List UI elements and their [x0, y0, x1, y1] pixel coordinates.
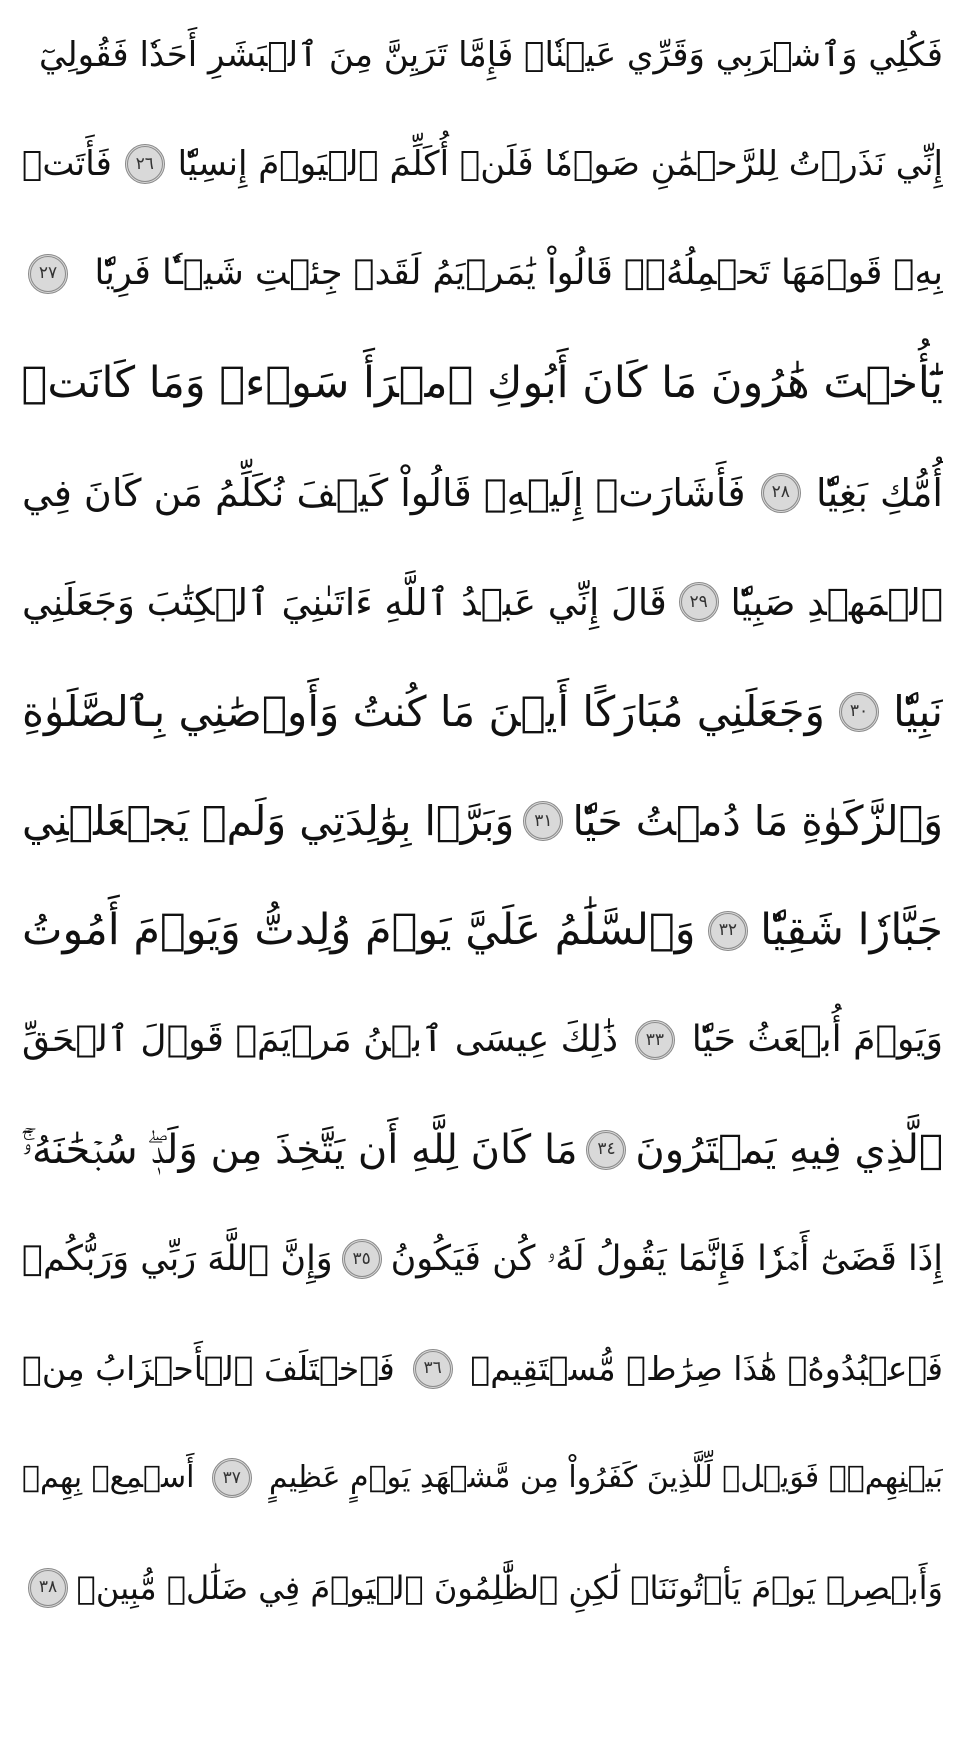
text-line-13: [22, 1314, 943, 1424]
ayah-number-marker: [586, 1130, 626, 1170]
verse-text: ذَٰلِكَ عِيسَى ٱبۡنُ مَرۡيَمَۖ قَوۡلَ ٱلۡحَقِّ: [22, 1019, 618, 1061]
ayah-number-marker: [708, 911, 748, 951]
ayah-number-marker: [28, 254, 68, 294]
ayah-number: ٣٧: [222, 1467, 241, 1488]
ayah-number: ٣٤: [597, 1139, 616, 1160]
verse-text: إِنِّي نَذَرۡتُ لِلرَّحۡمَٰنِ صَوۡمٗا فَلَنۡ أُكَلِّمَ ٱلۡيَوۡمَ إِنسِيّٗا: [177, 144, 943, 185]
text-line-3: [22, 219, 943, 329]
verse-text: إِذَا قَضَىٰٓ أَمۡرٗا فَإِنَّمَا يَقُولُ لَهُۥ كُن فَيَكُونُ: [390, 1238, 943, 1279]
verse-text: وَإِنَّ ٱللَّهَ رَبِّي وَرَبُّكُمۡ: [22, 1238, 333, 1279]
text-line-15: [22, 1533, 943, 1643]
verse-text: وَٱلسَّلَٰمُ عَلَيَّ يَوۡمَ وُلِدتُّ وَيَوۡمَ أَمُوتُ: [22, 905, 696, 956]
ayah-number: ٣٢: [718, 920, 737, 941]
verse-text: فَٱعۡبُدُوهُۚ هَٰذَا صِرَٰطٞ مُّسۡتَقِيمٞ: [470, 1349, 943, 1389]
ayah-number: ٣٦: [423, 1358, 442, 1379]
ayah-number-marker: [28, 1568, 68, 1608]
text-line-2: [22, 110, 943, 220]
verse-text: ٱلۡمَهۡدِ صَبِيّٗا: [730, 580, 943, 624]
verse-text: فَأَتَتۡ: [22, 144, 112, 185]
text-line-10: [22, 986, 943, 1096]
ayah-number: ٣٠: [849, 701, 869, 722]
ayah-number: ٢٦: [135, 153, 154, 174]
ayah-number: ٢٨: [771, 482, 790, 503]
verse-text: جَبَّارٗا شَقِيّٗا: [760, 905, 943, 956]
verse-text: نَبِيّٗا: [893, 686, 943, 736]
ayah-number-marker: [523, 801, 563, 841]
text-line-8: [22, 767, 943, 877]
text-line-1: [22, 0, 943, 110]
verse-text: قَالَ إِنِّي عَبۡدُ ٱللَّهِ ءَاتَىٰنِيَ ٱلۡكِتَٰبَ وَجَعَلَنِي: [22, 580, 667, 624]
ayah-number-marker: [839, 692, 879, 732]
ayah-number-marker: [212, 1458, 252, 1498]
verse-text: فَكُلِي وَٱشۡرَبِي وَقَرِّي عَيۡنٗاۖ فَإِمَّا تَرَيِنَّ مِنَ ٱلۡبَشَرِ أَحَدٗا فَقُولِيٓ: [38, 34, 943, 75]
verse-text: وَجَعَلَنِي مُبَارَكًا أَيۡنَ مَا كُنتُ وَأَوۡصَٰنِي بِٱلصَّلَوٰةِ: [22, 686, 825, 736]
ayah-number: ٣٨: [38, 1577, 58, 1598]
verse-text: فَٱخۡتَلَفَ ٱلۡأَحۡزَابُ مِنۢ: [22, 1349, 395, 1389]
text-line-6: [22, 548, 943, 658]
ayah-number-marker: [761, 473, 801, 513]
text-line-9: [22, 876, 943, 986]
verse-text: وَأَبۡصِرۡ يَوۡمَ يَأۡتُونَنَاۖ لَٰكِنِ ٱلظَّٰلِمُونَ ٱلۡيَوۡمَ فِي ضَلَٰلٖ مُّبِينٖ: [76, 1568, 943, 1607]
text-line-7: [22, 657, 943, 767]
verse-text: يَٰٓأُخۡتَ هَٰرُونَ مَا كَانَ أَبُوكِ ٱمۡرَأَ سَوۡءٖ وَمَا كَانَتۡ: [22, 357, 943, 408]
verse-text: أُمُّكِ بَغِيّٗا: [816, 470, 943, 515]
verse-text: فَأَشَارَتۡ إِلَيۡهِۖ قَالُواْ كَيۡفَ نُكَلِّمُ مَن كَانَ فِي: [22, 470, 746, 515]
verse-text: وَيَوۡمَ أُبۡعَثُ حَيّٗا: [691, 1019, 943, 1061]
ayah-number-marker: [679, 582, 719, 622]
verse-text: بَيۡنِهِمۡۖ فَوَيۡلٞ لِّلَّذِينَ كَفَرُواْ مِن مَّشۡهَدِ يَوۡمٍ عَظِيمٍ: [268, 1460, 943, 1496]
ayah-number: ٢٩: [689, 591, 708, 612]
ayah-number: ٣٣: [645, 1029, 665, 1050]
verse-text: بِهِۦ قَوۡمَهَا تَحۡمِلُهُۥۖ قَالُواْ يَٰمَرۡيَمُ لَقَدۡ جِئۡتِ شَيۡـٔٗا فَرِيّٗا: [94, 253, 943, 294]
ayah-number: ٣٥: [352, 1248, 371, 1269]
verse-text: أَسۡمِعۡ بِهِمۡ: [22, 1460, 195, 1496]
ayah-number-marker: [125, 144, 165, 184]
text-line-12: [22, 1205, 943, 1315]
ayah-number: ٣١: [534, 810, 553, 831]
ayah-number-marker: [342, 1239, 382, 1279]
text-line-11: [22, 1095, 943, 1205]
text-line-14: [22, 1424, 943, 1534]
ayah-number-marker: [635, 1020, 675, 1060]
ayah-number-marker: [413, 1349, 453, 1389]
verse-text: وَبَرَّۢا بِوَٰلِدَتِي وَلَمۡ يَجۡعَلۡنِي: [22, 796, 515, 845]
verse-text: وَٱلزَّكَوٰةِ مَا دُمۡتُ حَيّٗا: [572, 796, 943, 845]
ayah-number: ٢٧: [38, 263, 58, 284]
verse-text: ٱلَّذِي فِيهِ يَمۡتَرُونَ: [635, 1126, 943, 1173]
text-line-5: [22, 438, 943, 548]
text-line-4: [22, 329, 943, 439]
verse-text: مَا كَانَ لِلَّهِ أَن يَتَّخِذَ مِن وَلَدٖۖ سُبۡحَٰنَهُۥٓۚ: [22, 1126, 578, 1173]
